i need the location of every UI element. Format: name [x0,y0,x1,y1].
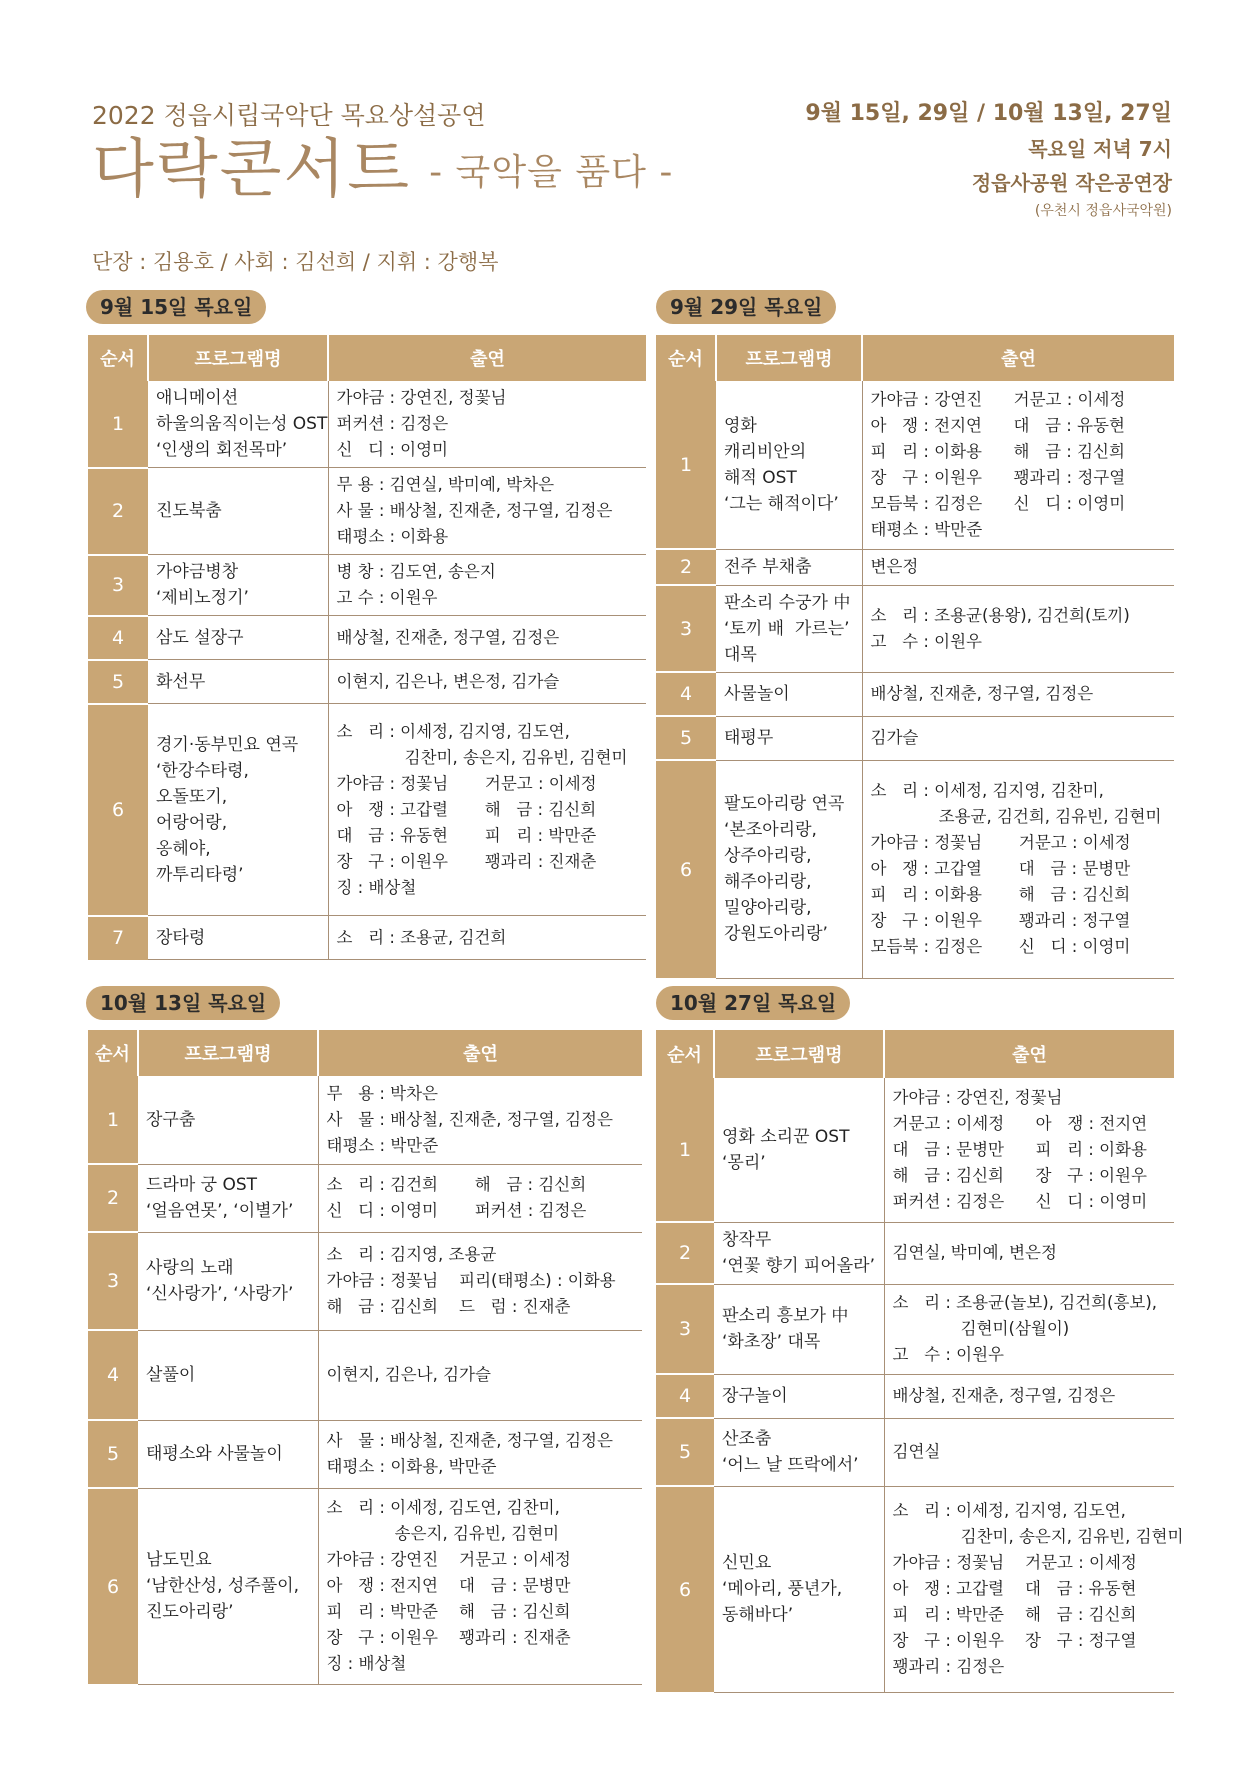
program-number: 5 [656,1418,714,1486]
program-row [88,555,646,616]
program-row [656,381,1174,549]
program-performers: 김가슬 [862,716,1174,760]
program-name: 태평소와 사물놀이 [138,1420,318,1488]
session-date-badge: 9월 29일 목요일 [656,290,836,324]
program-number: 4 [88,616,148,660]
program-number: 1 [88,381,148,468]
concert-title-text: 다락콘서트 [92,133,412,207]
program-row [88,1076,642,1164]
program-table [656,335,1174,979]
venue-rain-note: (우천시 정읍사국악원) [1034,203,1172,219]
program-performers: 무 용 : 박차은 사 물 : 배상철, 진재춘, 정구열, 김정은 태평소 : 박만준 [318,1076,642,1164]
program-table [88,1030,642,1685]
program-performers: 김연실 [884,1418,1174,1486]
program-row [88,1330,642,1420]
program-performers: 소 리 : 조용균, 김건희 [328,916,646,960]
col-header-performers: 출연 [328,335,646,381]
program-name: 살풀이 [138,1330,318,1420]
program-table [88,335,646,960]
program-performers: 소 리 : 김건희 해 금 : 김신희 신 디 : 이영미 퍼커션 : 김정은 [318,1164,642,1232]
program-performers: 배상철, 진재춘, 정구열, 김정은 [328,616,646,660]
program-row [656,760,1174,978]
program-row [656,1222,1174,1284]
program-performers: 사 물 : 배상철, 진재춘, 정구열, 김정은 태평소 : 이화용, 박만준 [318,1420,642,1488]
col-header-performers: 출연 [862,335,1174,381]
program-name: 판소리 수궁가 中 ‘토끼 배 가르는’ 대목 [716,585,862,672]
program-row [656,716,1174,760]
program-number: 3 [88,555,148,616]
program-row [88,1488,642,1684]
program-row [656,1284,1174,1374]
program-number: 2 [656,549,716,585]
col-header-no: 순서 [656,335,716,381]
program-row [656,549,1174,585]
program-performers: 가야금 : 강연진 거문고 : 이세정 아 쟁 : 전지연 대 금 : 유동현 피 리 : 이화용 해 금 : 김신희 장 구 : 이원우 꽹과리 : 정구열 모듬북 : 김정은 신 디 : 이영미 태평소 : 박만준 [862,381,1174,549]
concert-title [92,133,674,207]
program-row [656,1374,1174,1418]
program-performers: 소 리 : 이세정, 김지영, 김찬미, 조용균, 김건희, 김유빈, 김현미 가야금 : 정꽃님 거문고 : 이세정 아 쟁 : 고갑열 대 금 : 문병만 피 리 : 이화용 해 금 : 김신희 장 구 : 이원우 꽹과리 : 정구열 모듬북 : 김정은 신 디 : 이영미 [862,760,1174,978]
program-number: 6 [656,1486,714,1692]
program-name: 가야금병창 ‘제비노정기’ [148,555,328,616]
program-number: 4 [88,1330,138,1420]
program-name: 삼도 설장구 [148,616,328,660]
concert-dates: 9월 15일, 29일 / 10월 13일, 27일 [805,101,1172,126]
program-performers: 변은정 [862,549,1174,585]
program-performers: 무 용 : 김연실, 박미예, 박차은 사 물 : 배상철, 진재춘, 정구열, 김정은 태평소 : 이화용 [328,468,646,555]
program-performers: 소 리 : 조용균(용왕), 김건희(토끼) 고 수 : 이원우 [862,585,1174,672]
program-number: 1 [656,1078,714,1222]
program-row [88,468,646,555]
program-name: 장구놀이 [714,1374,884,1418]
program-performers: 이현지, 김은나, 김가슬 [318,1330,642,1420]
program-name: 사물놀이 [716,672,862,716]
col-header-no: 순서 [656,1030,714,1078]
program-performers: 소 리 : 이세정, 김지영, 김도연, 김찬미, 송은지, 김유빈, 김현미 가야금 : 정꽃님 거문고 : 이세정 아 쟁 : 고갑렬 대 금 : 유동현 피 리 : 박만준 해 금 : 김신희 장 구 : 이원우 장 구 : 정구열 꽹과리 : 김정은 [884,1486,1174,1692]
program-performers: 이현지, 김은나, 변은정, 김가슬 [328,660,646,704]
col-header-no: 순서 [88,335,148,381]
program-name: 영화 소리꾼 OST ‘몽리’ [714,1078,884,1222]
program-performers: 소 리 : 이세정, 김도연, 김찬미, 송은지, 김유빈, 김현미 가야금 : 강연진 거문고 : 이세정 아 쟁 : 전지연 대 금 : 문병만 피 리 : 박만준 해 금 : 김신희 장 구 : 이원우 꽹과리 : 진재춘 징 : 배상철 [318,1488,642,1684]
program-row [656,1078,1174,1222]
program-name: 드라마 궁 OST ‘얼음연못’, ‘이별가’ [138,1164,318,1232]
program-name: 판소리 흥보가 中 ‘화초장’ 대목 [714,1284,884,1374]
program-row [88,616,646,660]
program-name: 경기·동부민요 연곡 ‘한강수타령, 오돌또기, 어랑어랑, 옹헤야, 까투리타령’ [148,704,328,916]
program-row [88,1420,642,1488]
concert-series-subtitle: 2022 정읍시립국악단 목요상설공연 [92,101,486,130]
program-performers: 배상철, 진재춘, 정구열, 김정은 [884,1374,1174,1418]
program-name: 장구춤 [138,1076,318,1164]
col-header-performers: 출연 [884,1030,1174,1078]
program-row [656,1418,1174,1486]
program-table [656,1030,1184,1693]
col-header-program: 프로그램명 [138,1030,318,1076]
program-number: 5 [88,660,148,704]
program-row [88,381,646,468]
program-number: 2 [88,1164,138,1232]
program-row [88,1232,642,1330]
program-row [656,672,1174,716]
concert-venue: 정읍사공원 작은공연장 [971,171,1172,195]
program-number: 6 [656,760,716,978]
program-number: 3 [656,585,716,672]
program-performers: 소 리 : 김지영, 조용균 가야금 : 정꽃님 피리(태평소) : 이화용 해 금 : 김신희 드 럼 : 진재춘 [318,1232,642,1330]
program-name: 장타령 [148,916,328,960]
program-name: 영화 캐리비안의 해적 OST ‘그는 해적이다’ [716,381,862,549]
program-number: 1 [88,1076,138,1164]
program-name: 애니메이션 하울의움직이는성 OST ‘인생의 회전목마’ [148,381,328,468]
program-name: 산조춤 ‘어느 날 뜨락에서’ [714,1418,884,1486]
program-number: 4 [656,1374,714,1418]
program-number: 5 [656,716,716,760]
program-number: 4 [656,672,716,716]
program-name: 팔도아리랑 연곡 ‘본조아리랑, 상주아리랑, 해주아리랑, 밀양아리랑, 강원도아리랑’ [716,760,862,978]
program-number: 3 [88,1232,138,1330]
program-row [88,1164,642,1232]
program-row [88,916,646,960]
program-performers: 소 리 : 이세정, 김지영, 김도연, 김찬미, 송은지, 김유빈, 김현미 가야금 : 정꽃님 거문고 : 이세정 아 쟁 : 고갑렬 해 금 : 김신희 대 금 : 유동현 피 리 : 박만준 장 구 : 이원우 꽹과리 : 진재춘 징 : 배상철 [328,704,646,916]
program-name: 전주 부채춤 [716,549,862,585]
program-name: 사랑의 노래 ‘신사랑가’, ‘사랑가’ [138,1232,318,1330]
program-number: 7 [88,916,148,960]
program-name: 남도민요 ‘남한산성, 성주풀이, 진도아리랑’ [138,1488,318,1684]
col-header-no: 순서 [88,1030,138,1076]
program-name: 창작무 ‘연꽃 향기 피어올라’ [714,1222,884,1284]
program-row [656,585,1174,672]
schedule-info [805,96,1172,222]
concert-tagline: - 국악을 품다 - [429,152,674,194]
program-performers: 소 리 : 조용균(놀보), 김건희(흥보), 김현미(삼월이) 고 수 : 이원우 [884,1284,1174,1374]
concert-time: 목요일 저녁 7시 [1028,137,1172,161]
program-name: 태평무 [716,716,862,760]
session-date-badge: 10월 27일 목요일 [656,986,850,1020]
program-performers: 김연실, 박미예, 변은정 [884,1222,1174,1284]
program-performers: 병 창 : 김도연, 송은지 고 수 : 이원우 [328,555,646,616]
col-header-program: 프로그램명 [714,1030,884,1078]
program-number: 2 [656,1222,714,1284]
program-performers: 가야금 : 강연진, 정꽃님 거문고 : 이세정 아 쟁 : 전지연 대 금 : 문병만 피 리 : 이화용 해 금 : 김신희 장 구 : 이원우 퍼커션 : 김정은 신 디 : 이영미 [884,1078,1174,1222]
session-date-badge: 9월 15일 목요일 [86,290,266,324]
program-row [88,704,646,916]
program-performers: 배상철, 진재춘, 정구열, 김정은 [862,672,1174,716]
program-name: 화선무 [148,660,328,704]
program-number: 6 [88,704,148,916]
program-number: 2 [88,468,148,555]
program-name: 진도북춤 [148,468,328,555]
program-number: 6 [88,1488,138,1684]
program-number: 3 [656,1284,714,1374]
program-name: 신민요 ‘메아리, 풍년가, 동해바다’ [714,1486,884,1692]
col-header-performers: 출연 [318,1030,642,1076]
program-performers: 가야금 : 강연진, 정꽃님 퍼커션 : 김정은 신 디 : 이영미 [328,381,646,468]
col-header-program: 프로그램명 [148,335,328,381]
staff-credits: 단장 : 김용호 / 사회 : 김선희 / 지휘 : 강행복 [92,250,499,274]
program-row [88,660,646,704]
program-number: 1 [656,381,716,549]
session-date-badge: 10월 13일 목요일 [86,986,280,1020]
program-row [656,1486,1174,1692]
program-number: 5 [88,1420,138,1488]
col-header-program: 프로그램명 [716,335,862,381]
